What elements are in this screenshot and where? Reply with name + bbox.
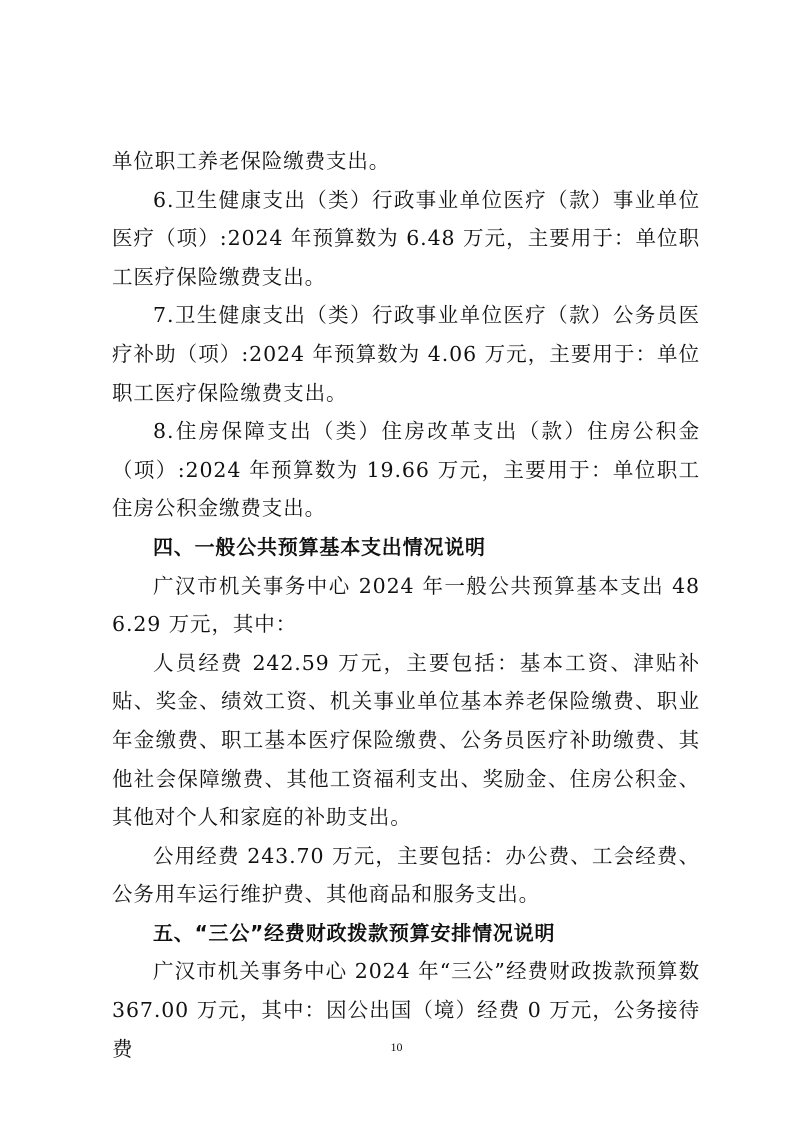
section-heading-5: 五、“三公”经费财政拨款预算安排情况说明 <box>153 920 556 945</box>
document-body <box>112 142 700 1068</box>
paragraph-basic-expenditure-total: 广汉市机关事务中心 2024 年一般公共预算基本支出 486.29 万元，其中： <box>112 573 700 637</box>
paragraph-item-6-health-medical: 6.卫生健康支出（类）行政事业单位医疗（款）事业单位医疗（项）:2024 年预算数为 6.48 万元，主要用于：单位职工医疗保险缴费支出。 <box>112 187 700 289</box>
paragraph-public-expenses: 公用经费 243.70 万元，主要包括：办公费、工会经费、公务用车运行维护费、其他商品和服务支出。 <box>112 843 700 907</box>
paragraph-personnel-expenses: 人员经费 242.59 万元，主要包括：基本工资、津贴补贴、奖金、绩效工资、机关事业单位基本养老保险缴费、职业年金缴费、职工基本医疗保险缴费、公务员医疗补助缴费、其他社会保障缴费、其他工资福利支出、奖励金、住房公积金、其他对个人和家庭的补助支出。 <box>112 650 700 830</box>
paragraph-pension-continuation: 单位职工养老保险缴费支出。 <box>112 149 391 173</box>
paragraph-three-public-funds: 广汉市机关事务中心 2024 年“三公”经费财政拨款预算数 367.00 万元，其中：因公出国（境）经费 0 万元，公务接待费 <box>112 959 700 1061</box>
paragraph-item-8-housing-fund: 8.住房保障支出（类）住房改革支出（款）住房公积金（项）:2024 年预算数为 19.66 万元，主要用于：单位职工住房公积金缴费支出。 <box>112 419 700 521</box>
paragraph-item-7-civil-servant-medical: 7.卫生健康支出（类）行政事业单位医疗（款）公务员医疗补助（项）:2024 年预算数为 4.06 万元，主要用于：单位职工医疗保险缴费支出。 <box>112 303 700 405</box>
section-heading-4: 四、一般公共预算基本支出情况说明 <box>153 534 486 559</box>
page-number: 10 <box>390 1040 403 1054</box>
